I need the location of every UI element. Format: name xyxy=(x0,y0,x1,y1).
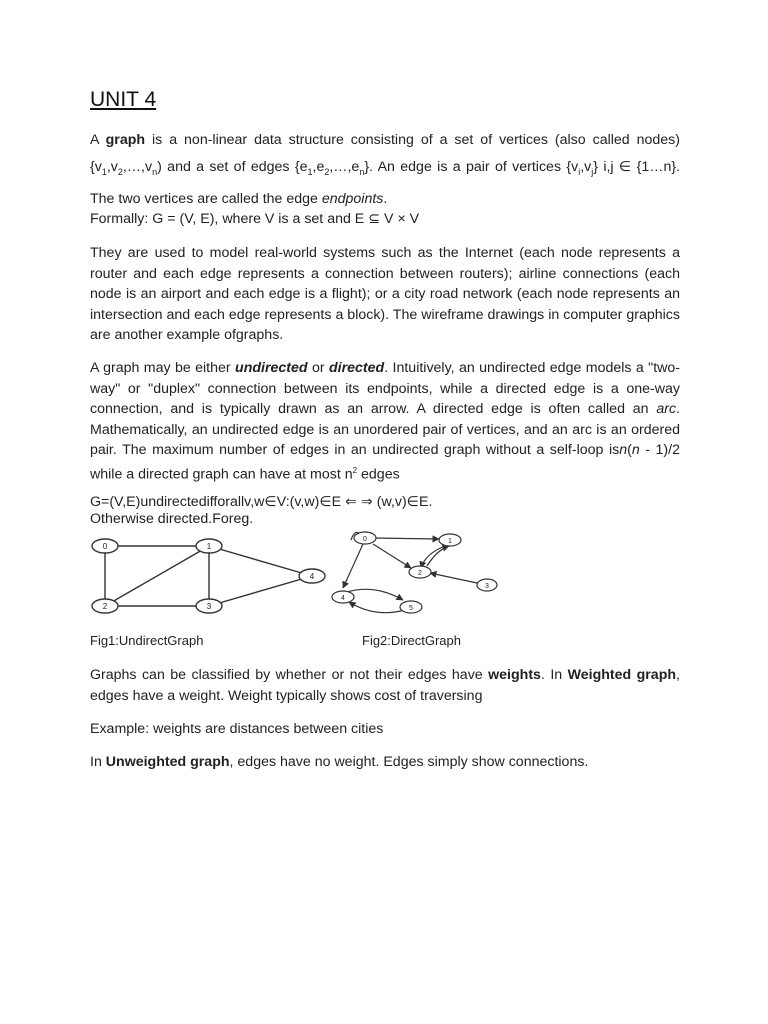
dnode-label-5: 5 xyxy=(409,605,413,612)
arc-5-4 xyxy=(349,602,405,613)
dnode-label-2: 2 xyxy=(418,570,422,577)
directed-graph-figure xyxy=(325,528,505,620)
term-endpoints: endpoints xyxy=(321,190,384,207)
weights-paragraph: Graphs can be classified by whether or not their edges have weights. In Weighted graph, edges have a weight. Weight typically shows cost of traversing xyxy=(90,667,680,704)
undirected-graph-figure xyxy=(88,535,328,620)
unweighted-paragraph: In Unweighted graph, edges have no weight. Edges simply show connections. xyxy=(90,754,589,770)
weights-example: Example: weights are distances between cities xyxy=(90,721,384,737)
term-undirected: undirected xyxy=(235,360,308,376)
term-weighted-graph: Weighted graph xyxy=(567,667,677,683)
term-arc: arc xyxy=(656,401,677,418)
edge-1-4 xyxy=(209,546,312,576)
directed-undirected-paragraph: A graph may be either undirected or directed. Intuitively, an undirected edge models a "two- way" or "duplex" connection between its endpoints, while a directed edge is a one-way connection, and is typically drawn as an arrow. A directed edge is often called an arc. Mathematically, an undirected edge is an unordered pair of vertices, and an arc is an ordered pair. The maximum number of edges in an undirected graph without a self-loop isn(n - 1)/2 while a directed graph can have at most $n^2$ edges xyxy=(90,360,681,483)
undirected-formula: G=(V,E)undirectedifforallv,w∈V:(v,w)∈E ⇐ ⇒ (w,v)∈E. Otherwise directed.Foreg. xyxy=(90,494,433,527)
node-label-0: 0 xyxy=(102,542,108,551)
term-directed: directed xyxy=(328,360,385,376)
edge-2-1 xyxy=(105,546,209,606)
fig2-caption: Fig2:DirectGraph xyxy=(362,633,461,648)
node-label-2: 2 xyxy=(102,602,108,611)
node-label-4: 4 xyxy=(309,572,315,581)
arc-0-4 xyxy=(343,544,363,588)
arc-0-2 xyxy=(373,544,411,568)
arc-3-2 xyxy=(430,573,477,583)
arc-4-5 xyxy=(347,589,403,600)
page-title: UNIT 4 xyxy=(90,88,157,111)
term-graph: graph xyxy=(105,132,146,148)
formal-definition: Formally: G = (V, E), where V is a set and E ⊆ V × V xyxy=(90,211,420,227)
dnode-label-1: 1 xyxy=(448,538,452,545)
applications-paragraph: They are used to model real-world systems such as the Internet (each node represents a router and each edge represents a connection between routers); airline connections (each node is an airport and each edge is a flight); or a city road network (each node represents an intersection and each edge represents a block). The wireframe drawings in computer graphics are another example ofgraphs. xyxy=(90,245,680,344)
fig1-caption: Fig1:UndirectGraph xyxy=(90,633,204,648)
dnode-label-3: 3 xyxy=(485,583,489,590)
dnode-label-4: 4 xyxy=(341,595,345,602)
node-label-1: 1 xyxy=(206,542,212,551)
term-unweighted-graph: Unweighted graph xyxy=(105,754,230,770)
term-weights: weights xyxy=(488,667,541,683)
graph-definition-paragraph: A graph is a non-linear data structure consisting of a set of vertices (also called nodes) $\{v_1,v_2,\dots,v_n)$ and a set of edges $\{e_1,e_2,\dots,e_n\}$. An edge is a pair of vertices $\{v_i,v_j\}$ i,j ∈ {1…n}. The two vertices are called the edge endpoints. xyxy=(90,132,681,207)
dnode-label-0: 0 xyxy=(363,536,367,543)
arc-0-1 xyxy=(375,538,439,539)
edge-3-4 xyxy=(209,576,312,606)
node-label-3: 3 xyxy=(206,602,212,611)
